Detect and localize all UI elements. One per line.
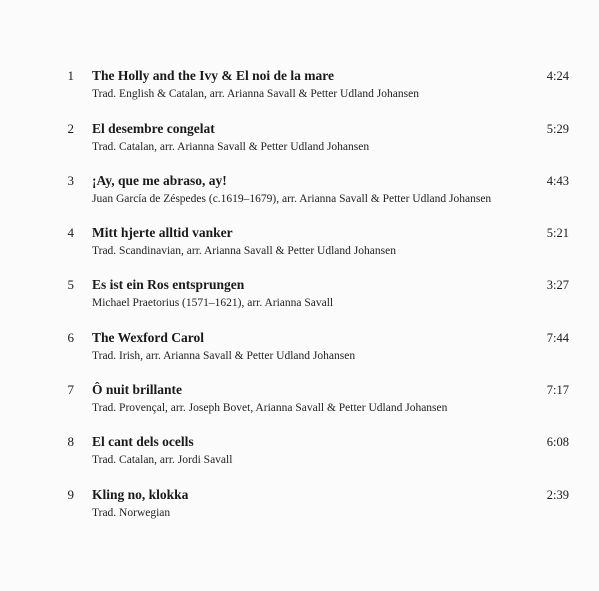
track-title: El cant dels ocells [92, 434, 194, 449]
track-credit: Trad. Catalan, arr. Jordi Savall [92, 454, 233, 466]
track-title: ¡Ay, que me abraso, ay! [92, 173, 227, 188]
track-row [0, 434, 599, 478]
track-number: 4 [67, 225, 74, 240]
track-title: The Wexford Carol [92, 330, 205, 345]
track-credit: Trad. Scandinavian, arr. Arianna Savall & Petter Udland Johansen [92, 245, 396, 257]
track-credit: Trad. Norwegian [92, 507, 171, 519]
track-number: 9 [67, 487, 74, 502]
track-title: Mitt hjerte alltid vanker [92, 225, 233, 240]
track-number: 1 [67, 68, 74, 83]
track-row [0, 68, 599, 112]
track-duration: 4:43 [546, 174, 569, 188]
track-duration: 5:21 [546, 226, 569, 240]
track-credit: Michael Praetorius (1571–1621), arr. Arianna Savall [92, 297, 334, 309]
track-duration: 2:39 [546, 488, 569, 502]
track-row [0, 173, 599, 217]
track-title: El desembre congelat [92, 121, 215, 136]
track-number: 3 [67, 173, 74, 188]
track-title: Kling no, klokka [92, 487, 189, 502]
track-number: 2 [67, 121, 74, 136]
track-duration: 3:27 [546, 278, 569, 292]
track-number: 7 [67, 382, 74, 397]
track-duration: 6:08 [546, 435, 569, 449]
track-row [0, 382, 599, 426]
track-title: Ô nuit brillante [92, 382, 183, 397]
track-duration: 5:29 [546, 122, 569, 136]
track-number: 6 [67, 330, 74, 345]
track-credit: Trad. Catalan, arr. Arianna Savall & Petter Udland Johansen [92, 141, 370, 153]
track-duration: 4:24 [546, 69, 569, 83]
track-row [0, 225, 599, 269]
track-number: 8 [67, 434, 74, 449]
track-title: The Holly and the Ivy & El noi de la mare [92, 68, 335, 83]
track-duration: 7:44 [546, 331, 569, 345]
track-credit: Trad. English & Catalan, arr. Arianna Savall & Petter Udland Johansen [92, 88, 419, 100]
track-credit: Trad. Irish, arr. Arianna Savall & Petter Udland Johansen [92, 350, 356, 362]
track-number: 5 [67, 277, 74, 292]
track-row [0, 277, 599, 321]
track-row [0, 487, 599, 531]
track-title: Es ist ein Ros entsprungen [92, 277, 245, 292]
track-credit: Trad. Provençal, arr. Joseph Bovet, Arianna Savall & Petter Udland Johansen [92, 402, 448, 414]
track-credit: Juan García de Zéspedes (c.1619–1679), arr. Arianna Savall & Petter Udland Johansen [92, 193, 492, 205]
track-row [0, 121, 599, 165]
track-row [0, 330, 599, 374]
track-duration: 7:17 [546, 383, 569, 397]
